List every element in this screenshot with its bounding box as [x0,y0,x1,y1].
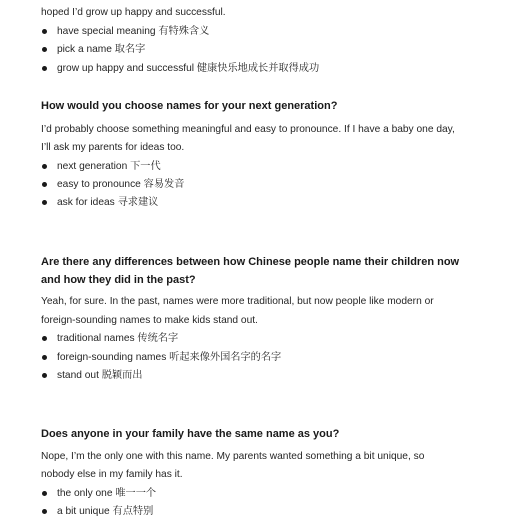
list-item [41,366,481,385]
bullet-icon [42,164,47,169]
list-item [41,193,481,212]
list-item [41,40,481,59]
list-item-text: foreign-sounding names 听起来像外国名字的名字 [57,352,282,363]
question-heading: How would you choose names for your next generation? [41,100,338,112]
question-heading: Are there any differences between how Chinese people name their children now [41,256,460,268]
list-item-text: next generation 下一代 [57,161,161,172]
bullet-icon [42,336,47,341]
list-item-text: a bit unique 有点特别 [57,506,154,517]
bullet-icon [42,47,47,52]
list-item-text: ask for ideas 寻求建议 [57,197,159,208]
list-item-text: the only one 唯一一个 [57,488,157,499]
list-item [41,484,481,503]
question-heading: Does anyone in your family have the same name as you? [41,428,340,440]
bullet-icon [42,355,47,360]
list-item [41,329,481,348]
answer-line: foreign-sounding names to make kids stand out. [41,315,258,326]
answer-line: Nope, I’m the only one with this name. My parents wanted something a bit unique, so [41,451,425,462]
list-item-text: traditional names 传统名字 [57,333,179,344]
answer-line: I’d probably choose something meaningful and easy to pronounce. If I have a baby one day, [41,124,455,135]
list-item-text: have special meaning 有特殊含义 [57,26,210,37]
bullet-icon [42,491,47,496]
answer-line: nobody else in my family has it. [41,469,183,480]
intro-line: hoped I’d grow up happy and successful. [41,7,226,18]
bullet-icon [42,373,47,378]
answer-line: Yeah, for sure. In the past, names were more traditional, but now people like modern or [41,296,434,307]
question-heading-continued: and how they did in the past? [41,274,196,286]
answer-line: I’ll ask my parents for ideas too. [41,142,185,153]
list-item-text: easy to pronounce 容易发音 [57,179,185,190]
list-item-text: stand out 脱颖而出 [57,370,143,381]
list-item [41,175,481,194]
list-item-text: pick a name 取名字 [57,44,146,55]
bullet-icon [42,182,47,187]
list-item [41,502,481,521]
bullet-icon [42,29,47,34]
list-item [41,348,481,367]
bullet-icon [42,509,47,514]
bullet-icon [42,66,47,71]
list-item [41,59,481,78]
list-item [41,22,481,41]
list-item-text: grow up happy and successful 健康快乐地成长并取得成功 [57,63,320,74]
bullet-icon [42,200,47,205]
list-item [41,157,481,176]
